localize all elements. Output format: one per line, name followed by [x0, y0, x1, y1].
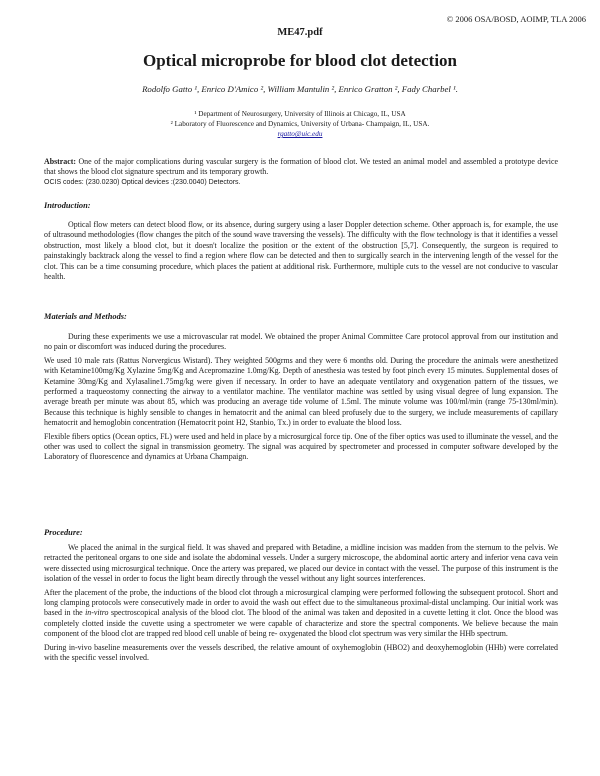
procedure-paragraph-2: [44, 588, 558, 640]
methods-block: [44, 332, 558, 463]
abstract-text: One of the major complications during vascular surgery is the formation of blood clot. We tested an animal model and assembled a prototype device that shows the blood clot signature spectrum and its temporary growth.: [44, 157, 558, 177]
introduction-paragraph: [44, 220, 558, 282]
abstract-block: [44, 157, 558, 188]
methods-paragraph-3: Flexible fibers optics (Ocean optics, FL) were used and held in place by a microsurgical force tip. One of the fiber optics was used to illuminate the vessel, and the other was used to collect the signal in transmission geometry. The signal was acquired by spectrometer and processed in computer software developed by the Laboratory of fluorescence and dynamics at Urbana Champaign.: [44, 431, 558, 462]
file-name: ME47.pdf: [277, 27, 323, 38]
introduction-heading: Introduction:: [44, 201, 91, 210]
methods-paragraph-2: We used 10 male rats (Rattus Norvergicus Wistard). They weighted 500grms and they were 6 months old. During the procedure the animals were anesthetized with Ketamine100mg/Kg Xylazine 5mg/Kg and Acepromazine 1.0mg/Kg. Depth of anesthesia was tested by foot pinch every 15 minutes. Supplemental doses of Ketamine 30mg/Kg and Xylasaline1.75mg/kg were given if necessary. In order to have an adequate ventilatory and oxygenation pattern of the tissues, we performed a traqueostomy connecting the airway to a ventilator machine. The ventilator machine was settled by using visual degree of lung expansion. The average breath per minute was about 85, which was producing an average tide volume of 1.5ml. The minute volume was 100/ml/min (range 75-130ml/min). Because this technique is highly sensible to changes in hematocrit and the animal can bleed profusely due to the surgery, we include measurements of capillary hematocrit and hemoglobin concentration (Hematocrit point H2, Stanbio, Tx.) in order to evaluate the blood loss.: [44, 355, 558, 428]
paper-title: Optical microprobe for blood clot detection: [143, 51, 457, 70]
affiliation-1: ¹ Department of Neurosurgery, University of Illinois at Chicago, IL, USA: [194, 110, 406, 118]
author-list: Rodolfo Gatto ¹, Enrico D'Amico ², William Mantulin ², Enrico Gratton ², Fady Charbel ¹.: [142, 84, 458, 94]
ocis-codes: OCIS codes: (230.0230) Optical devices :(230.0040) Detectors.: [44, 178, 241, 186]
email-link[interactable]: rgatto@uic.edu: [277, 130, 323, 138]
procedure-paragraph-1: We placed the animal in the surgical field. It was shaved and prepared with Betadine, a midline incision was madden from the sternum to the pelvis. We retracted the peritoneal organs to one side and isolate the abdominal vessels. Under a surgery microscope, the abdominal aortic artery and inferior vena cava vein were dissected using microsurgical technique. Once the artery was prepared, we placed our device in contact with the vessel. The purpose of this instrument is the isolation of the vessel in order to focus the light beam directly through the vessel without any light sources interferences.: [44, 543, 558, 584]
methods-heading: Materials and Methods:: [44, 312, 127, 321]
procedure-block: [44, 543, 558, 663]
methods-paragraph-1: During these experiments we use a microvascular rat model. We obtained the proper Animal Committee Care protocol approval from our institution and no pain or discomfort was induced during the procedures.: [44, 332, 558, 352]
procedure-in-vitro-term: in-vitro: [85, 608, 109, 618]
introduction-text: Optical flow meters can detect blood flow, or its absence, during surgery using a laser Doppler detection scheme. Other approach is, for example, the use of ultrasound methodologies (flow changes the pitch of the sound wave traversing the vessels). The difficulty with the flow technology is that it identifies a vessel obstruction, most likely a blood clot, but it doesn't localize the position or the extent of the obstruction [5,7]. Consequently, the surgeon is required to painstakingly backtrack along the vessel to find a region where flow can be detected and then to surgically search in the intervening length of the vessel for the clot. This can be a time consuming procedure, which places the patient at additional risk. Furthermore, multiple cuts to the vessel are not conducive to vascular health.: [44, 220, 558, 282]
abstract-label: Abstract:: [44, 157, 76, 166]
copyright-notice: © 2006 OSA/BOSD, AOIMP, TLA 2006: [446, 14, 586, 24]
procedure-paragraph-2-part-b: spectroscopical analysis of the blood clot. The blood of the animal was taken and deposited in a cuvette letting it clot. Once the blood was completely clotted inside the cuvette using a spectrometer we were capable of characterize and store the spectral components. We believe because the main component of the blood clot are trapped red blood cell unable of being re- oxygenated the blood clot spectrum was very similar the HHb spectrum.: [44, 608, 558, 639]
procedure-paragraph-2-part-a: After the placement of the probe, the inductions of the blood clot through a microsurgical clamping were performed following the subsequent protocol. Short and long clamping protocols were consecutively made in order to avoid the wash out effect due to the simultaneous proximal-distal unclamping. Our initial work was based in the: [44, 587, 558, 618]
procedure-paragraph-3: During in-vivo baseline measurements over the vessels described, the relative amount of oxyhemoglobin (HBO2) and deoxyhemoglobin (HHb) were correlated with the specific vessel involved.: [44, 642, 558, 663]
procedure-heading: Procedure:: [44, 528, 83, 537]
affiliation-2: ² Laboratory of Fluorescence and Dynamics, University of Urbana- Champaign, IL, USA.: [170, 120, 430, 128]
